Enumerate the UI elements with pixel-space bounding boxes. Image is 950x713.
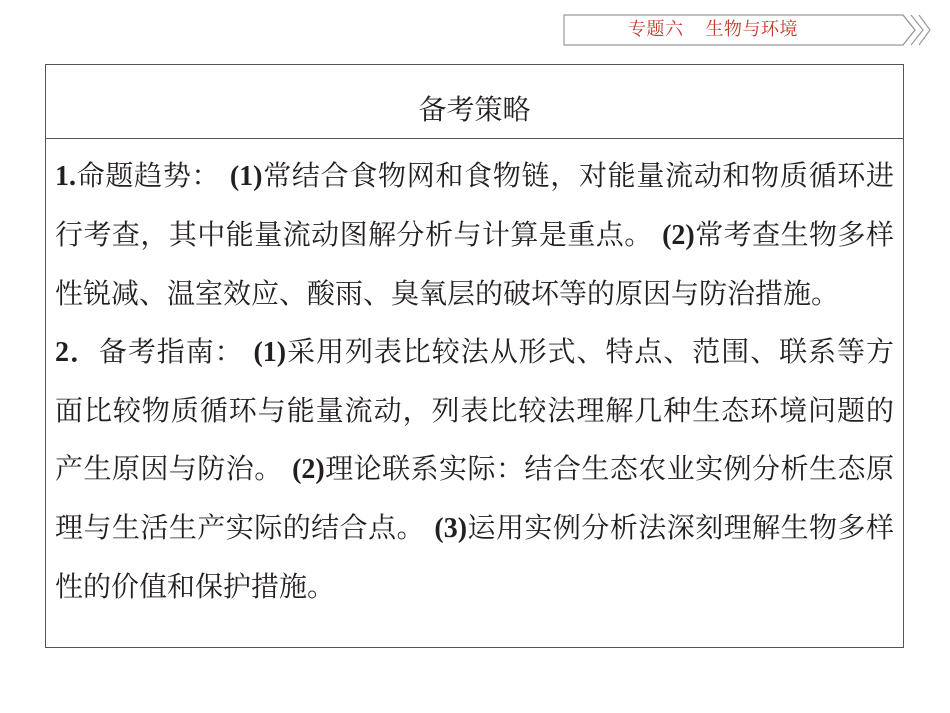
header-topic: 专题六: [628, 19, 684, 40]
strategy-box: [45, 64, 904, 648]
section-1-mark-1: (1): [229, 161, 263, 192]
section-2: [55, 323, 894, 616]
section-1-heading: 命题趋势：: [76, 159, 221, 192]
box-body: [46, 139, 903, 616]
section-2-text-2: 理论联系实际：结合生态农业实例分析生态原理与生活生产实际的结合点。: [55, 452, 894, 544]
box-title: 备考策略: [46, 65, 903, 139]
chapter-header: [563, 14, 931, 46]
section-2-number: 2．: [55, 337, 99, 368]
section-1-mark-2: (2): [662, 220, 695, 251]
section-2-text-1: 采用列表比较法从形式、特点、范围、联系等方面比较物质循环与能量流动，列表比较法理解几种生态环境问题的产生原因与防治。: [55, 335, 894, 485]
header-text: [563, 14, 863, 46]
section-1-number: 1.: [55, 161, 76, 192]
section-2-heading: 备考指南：: [98, 335, 244, 368]
section-1-text-1: 常结合食物网和食物链，对能量流动和物质循环进行考查，其中能量流动图解分析与计算是重点。: [55, 159, 894, 251]
section-2-text-3: 运用实例分析法深刻理解生物多样性的价值和保护措施。: [55, 511, 894, 603]
section-2-mark-1: (1): [253, 337, 287, 368]
section-1-text-2: 常考查生物多样性锐减、温室效应、酸雨、臭氧层的破坏等的原因与防治措施。: [55, 218, 894, 310]
section-2-mark-3: (3): [434, 513, 468, 544]
section-2-mark-2: (2): [292, 454, 325, 485]
section-1: [55, 147, 894, 323]
header-subject: 生物与环境: [705, 19, 798, 40]
